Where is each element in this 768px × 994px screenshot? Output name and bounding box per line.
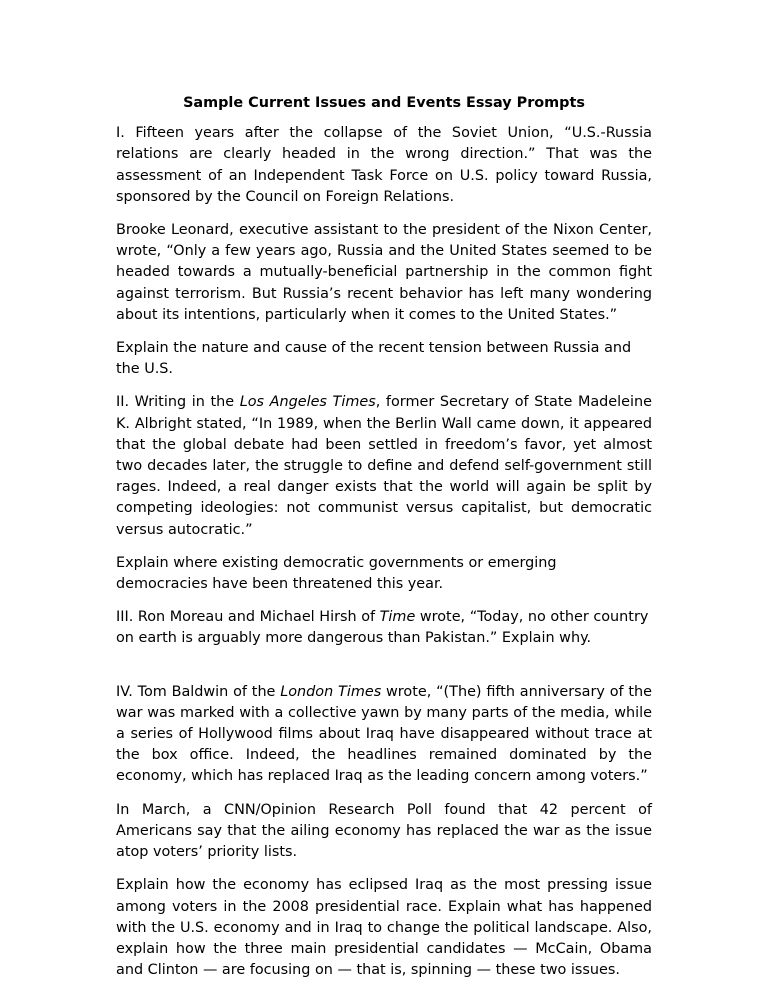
- prompt-2-body: , former Secretary of State Madeleine K. Albright stated, “In 1989, when the Berlin Wall came down, it appeared that the global debate had been settled in freedom’s favor, yet almost two decades later, the struggle to define and defend self-government still rages. Indeed, a real danger exists that the world will again be split by competing ideologies: not communist versus capitalist, but democratic versus autocratic.”: [116, 394, 652, 538]
- prompt-3-body: wrote, “Today, no other country on earth is arguably more dangerous than Pakistan.” Explain why.: [116, 609, 649, 647]
- prompt-2-source: Los Angeles Times: [239, 394, 376, 411]
- prompt-2-question: Explain where existing democratic governments or emerging democracies have been threatened this year.: [116, 554, 557, 593]
- prompt-3-paragraph: [116, 607, 652, 649]
- prompt-1-quote-paragraph: Brooke Leonard, executive assistant to the president of the Nixon Center, wrote, “Only a few years ago, Russia and the United States seemed to be headed towards a mutually-beneficial partnership in the common fight against terrorism. But Russia’s recent behavior has left many wondering about its intentions, particularly when it comes to the United States.”: [116, 222, 652, 323]
- prompt-1-question: Explain the nature and cause of the recent tension between Russia and the U.S.: [116, 340, 632, 378]
- prompt-4-paragraph: [116, 682, 652, 788]
- prompt-3-source: Time: [379, 609, 416, 626]
- prompt-4-poll-paragraph: In March, a CNN/Opinion Research Poll found that 42 percent of Americans say that the ailing economy has replaced the war as the issue atop voters’ priority lists.: [116, 801, 652, 861]
- prompt-4-body: wrote, “(The) fifth anniversary of the war was marked with a collective yawn by many parts of the media, while a series of Hollywood films about Iraq have disappeared without trace at the box office. Indeed, the headlines remained dominated by the economy, which has replaced Iraq as the leading concern among voters.”: [116, 683, 652, 785]
- prompt-2-intro: II. Writing in the: [116, 394, 240, 411]
- prompt-3-intro: III. Ron Moreau and Michael Hirsh of: [116, 609, 380, 626]
- prompt-4-intro: IV. Tom Baldwin of the: [116, 683, 281, 700]
- document-page: [116, 93, 652, 993]
- document-title: Sample Current Issues and Events Essay Prompts: [183, 95, 585, 111]
- prompt-4-source: London Times: [280, 683, 382, 700]
- prompt-1-paragraph: I. Fifteen years after the collapse of the Soviet Union, “U.S.-Russia relations are clearly headed in the wrong direction.” That was the assessment of an Independent Task Force on U.S. policy toward Russia, sponsored by the Council on Foreign Relations.: [116, 125, 652, 205]
- prompt-2-paragraph: [116, 392, 652, 540]
- prompt-4-question: Explain how the economy has eclipsed Iraq as the most pressing issue among voters in the 2008 presidential race. Explain what has happened with the U.S. economy and in Iraq to change the political landscape. Also, explain how the three main presidential candidates — McCain, Obama and Clinton — are focusing on — that is, spinning — these two issues.: [116, 877, 652, 979]
